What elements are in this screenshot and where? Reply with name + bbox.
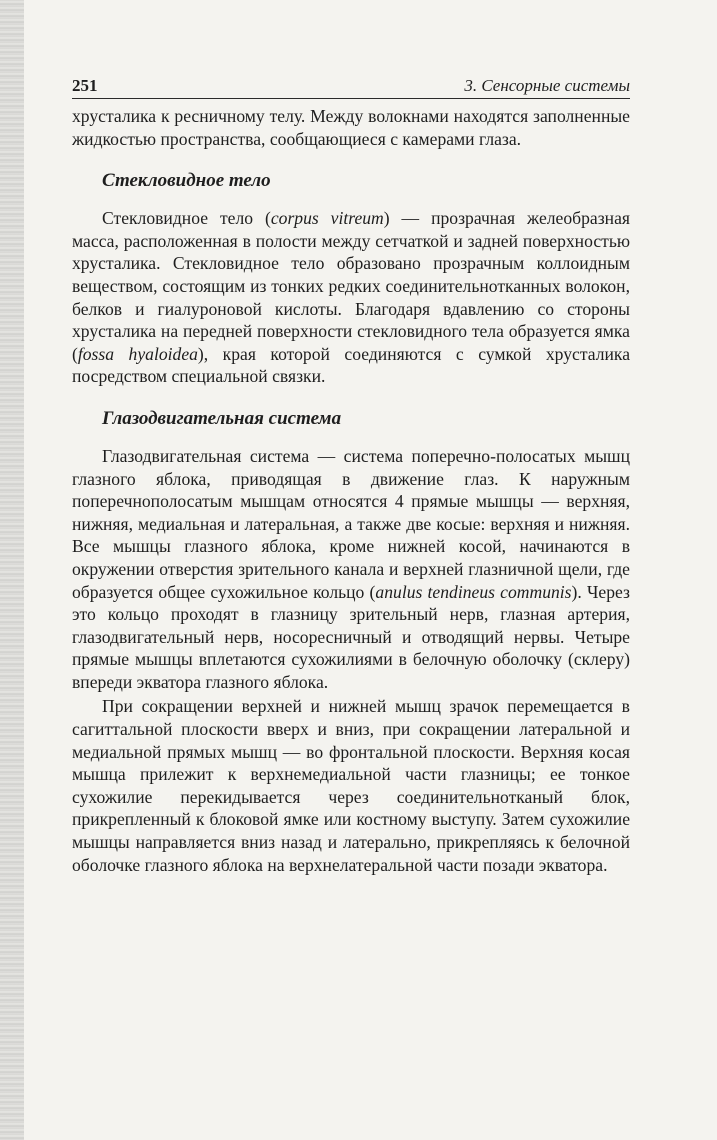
chapter-title: 3. Сенсорные системы [464,76,630,95]
text-fragment: ). Через это кольцо проходят в глазницу зрительный нерв, глазная артерия, глазодвигательный нерв, носоресничный и отводящий нервы. Четыре прямые мышцы вплетаются сухожилиями в белочную оболочку (склеру) впереди экватора глазного яблока. [72,581,631,692]
text-fragment: Стекловидное тело ( [102,208,271,229]
latin-term: corpus vitreum [270,208,384,229]
section-heading-oculomotor-system: Глазодвигательная система [102,407,342,429]
paragraph-oculomotor-2: При сокращении верхней и нижней мышц зрачок перемещается в сагиттальной плоскости вверх и вниз, при сокращении латеральной и медиальной прямых мышц — во фронтальной плоскости. Верхняя косая мышца прилежит к верхнемедиальной части глазницы; ее тонкое сухожилие перекидывается через соединительнотканый блок, прикрепленный к блоковой ямке или костному выступу. Затем сухожилие мышцы направляется вниз назад и латерально, прикрепляясь к белочной оболочке глазного яблока на верхнелатеральной части позади экватора. [72,696,630,875]
text-fragment: Глазодвигательная система — система поперечно-полосатых мышц глазного яблока, приводящая в движение глаз. К наружным поперечнополосатым мышцам относятся 4 прямые мышцы — верхняя, нижняя, медиальная и латеральная, а также две косые: верхняя и нижняя. Все мышцы глазного яблока, кроме нижней косой, начинаются в окружении отверстия зрительного канала и верхней глазничной щели, где образуется общее сухожильное кольцо ( [72,445,630,602]
text-fragment: ) — прозрачная желеобразная масса, расположенная в полости между сетчаткой и задней поверхностью хрусталика. Стекловидное тело образовано прозрачным коллоидным веществом, состоящим из тонких редких соединительнотканных волокон, белков и гиалуроновой кислоты. Благодаря вдавлению со стороны хрусталика на передней поверхности стекловидного тела образуется ямка ( [72,208,630,364]
paragraph-vitreous-body [72,207,630,388]
paragraph-oculomotor-1 [72,445,630,694]
section-heading-vitreous-body: Стекловидное тело [102,170,271,192]
book-page [72,74,630,876]
latin-term: anulus tendineus communis [375,581,572,602]
text-fragment: ), края которой соединяются с сумкой хрусталика посредством специальной связки. [72,343,630,387]
page-content [72,105,630,876]
book-spine-shadow [0,0,24,1140]
page-number: 251 [72,76,98,95]
running-head [72,74,630,99]
latin-term: fossa hyaloidea [77,343,198,364]
intro-paragraph: хрусталика к ресничному телу. Между волокнами находятся заполненные жидкостью пространства, сообщающиеся с камерами глаза. [72,106,630,149]
